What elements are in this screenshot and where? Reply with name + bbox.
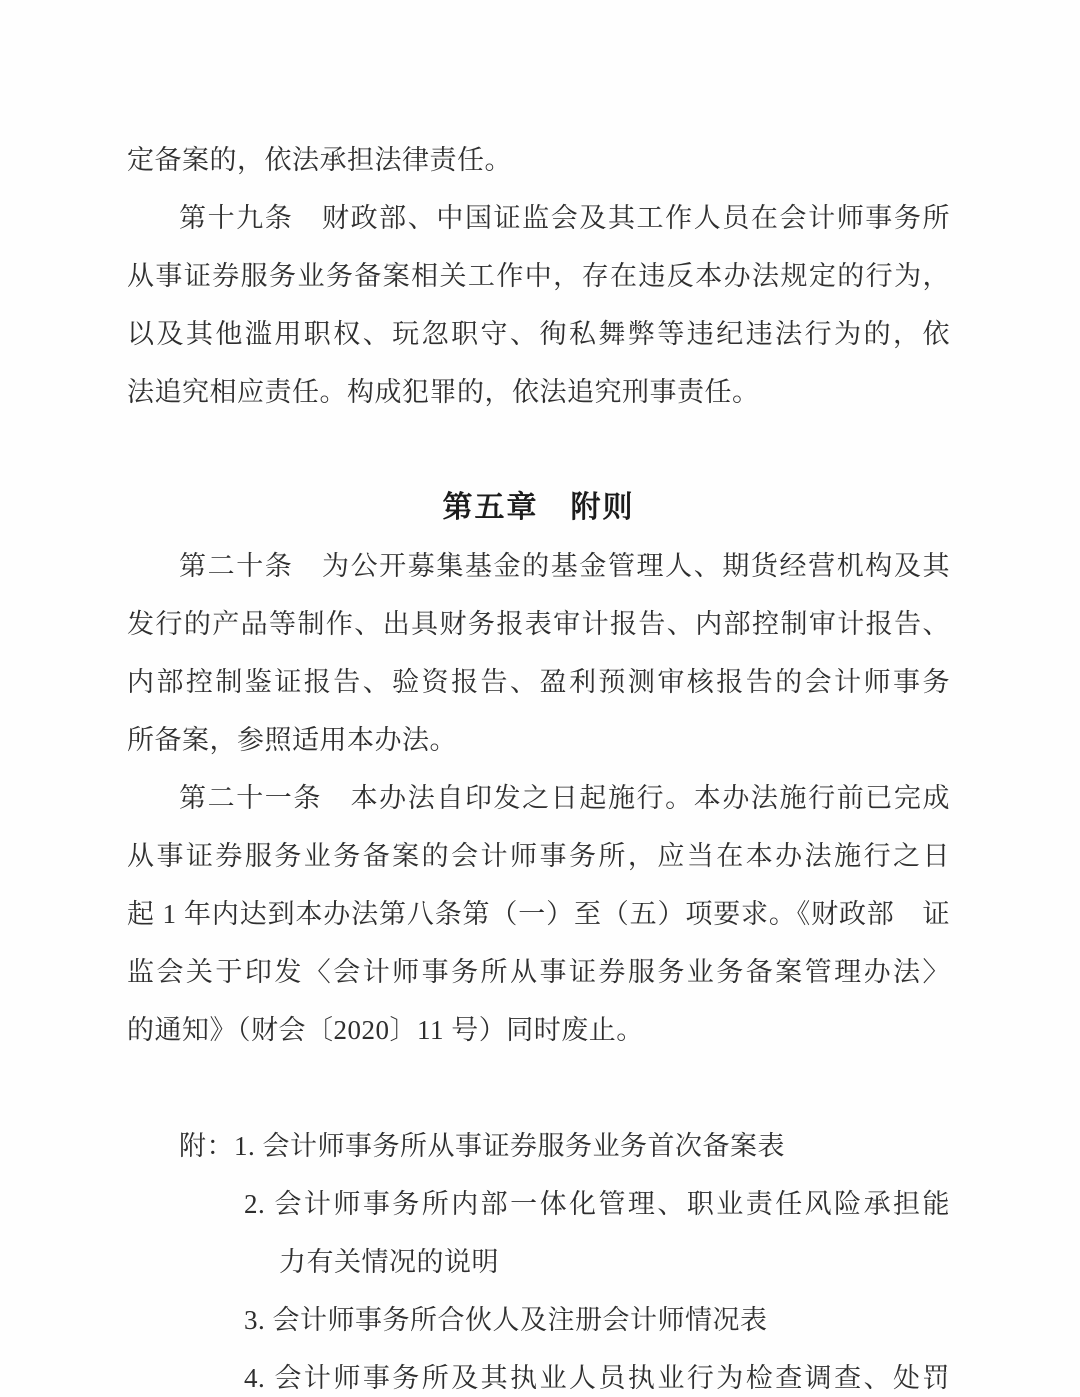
text-line: 法追究相应责任。构成犯罪的，依法追究刑事责任。	[127, 377, 760, 407]
text-line: 内部控制鉴证报告、验资报告、盈利预测审核报告的会计师事务	[127, 667, 950, 697]
text-line: 第十九条 财政部、中国证监会及其工作人员在会计师事务所	[179, 203, 950, 233]
text-line: 第二十一条 本办法自印发之日起施行。本办法施行前已完成	[179, 783, 950, 813]
text-line: 3. 会计师事务所合伙人及注册会计师情况表	[244, 1305, 768, 1335]
text-line: 附：1. 会计师事务所从事证券服务业务首次备案表	[179, 1131, 785, 1161]
document-lines	[127, 131, 950, 1397]
chapter-heading: 第五章 附则	[442, 491, 635, 524]
text-line: 的通知》（财会〔2020〕11 号）同时废止。	[127, 1015, 644, 1045]
text-line: 起 1 年内达到本办法第八条第（一）至（五）项要求。《财政部 证	[127, 899, 950, 929]
text-line: 所备案，参照适用本办法。	[127, 725, 457, 755]
text-line: 监会关于印发〈会计师事务所从事证券服务业务备案管理办法〉	[127, 957, 950, 987]
text-line: 4. 会计师事务所及其执业人员执业行为检查调查、处罚	[244, 1363, 950, 1393]
text-line: 以及其他滥用职权、玩忽职守、徇私舞弊等违纪违法行为的，依	[127, 319, 950, 349]
text-line: 从事证券服务业务备案的会计师事务所，应当在本办法施行之日	[127, 841, 950, 871]
text-line: 2. 会计师事务所内部一体化管理、职业责任风险承担能	[244, 1189, 950, 1219]
text-line: 力有关情况的说明	[279, 1247, 499, 1277]
text-line: 从事证券服务业务备案相关工作中，存在违反本办法规定的行为，	[127, 261, 950, 291]
text-line: 定备案的，依法承担法律责任。	[127, 145, 512, 175]
text-line: 第二十条 为公开募集基金的基金管理人、期货经营机构及其	[179, 551, 950, 581]
text-line: 发行的产品等制作、出具财务报表审计报告、内部控制审计报告、	[127, 609, 950, 639]
